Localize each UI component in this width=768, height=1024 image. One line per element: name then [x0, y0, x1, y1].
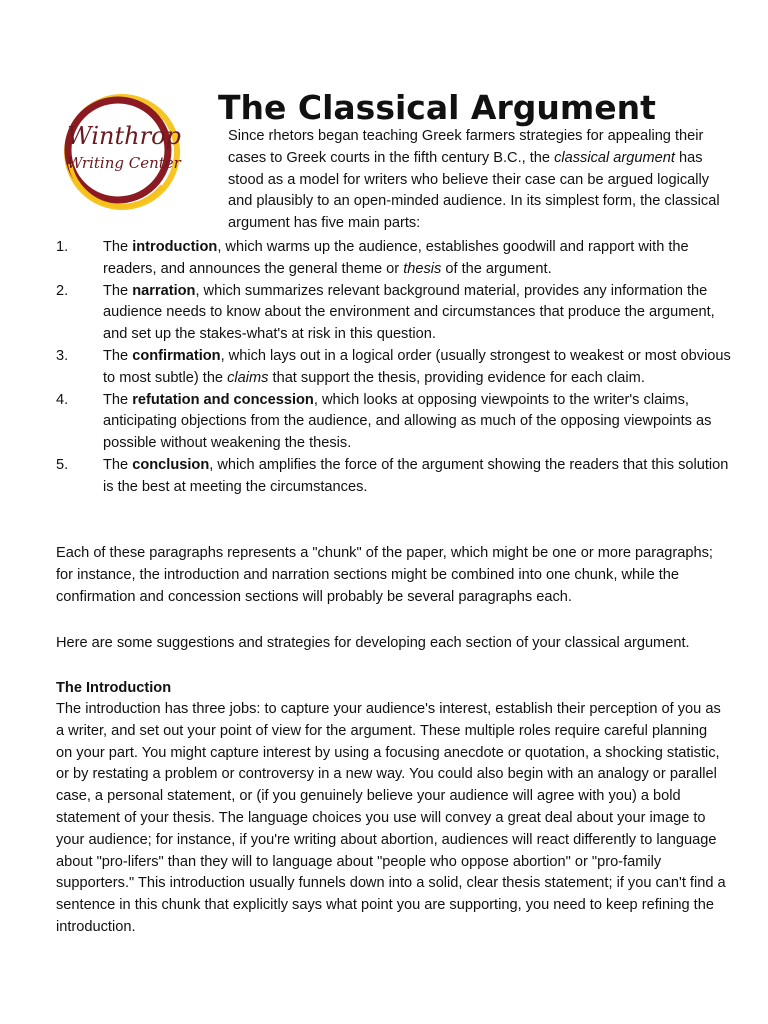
- winthrop-writing-center-logo: [52, 94, 194, 210]
- page-title: The Classical Argument: [218, 88, 656, 127]
- list-item: 5. The conclusion, which amplifies the force of the argument showing the readers that this solution is the best at meeting the circumstances.: [56, 456, 729, 495]
- list-item: 1. The introduction, which warms up the audience, establishes goodwill and rapport with the readers, and announces the general theme or thesis of the argument.: [56, 239, 689, 277]
- introduction-section-body: The introduction has three jobs: to capture your audience's interest, establish their perception of you as a writer, and set out your point of view for the argument. These multiple roles require careful planning on your part. You might capture interest by using a focusing anecdote or quotation, a shocking statistic, or by restating a problem or controversy in a new way. You could also begin with an analogy or parallel case, a personal statement, or (if you genuinely believe your audience will agree with you) a bold statement of your thesis. The language choices you use will convey a great deal about your image to your audience; for instance, if you're writing about abortion, audiences will react differently to language about "pro-lifers" than they will to language about "people who oppose abortion" or "pro-family supporters." This introduction usually funnels down into a solid, clear thesis statement; if you can't find a sentence in this chunk that explicitly says what point you are supporting, you need to keep refining the introduction.: [56, 701, 726, 935]
- section-heading-introduction: The Introduction: [56, 680, 172, 696]
- svg-text:Writing Center: Writing Center: [67, 154, 181, 172]
- intro-paragraph: Since rhetors began teaching Greek farmers strategies for appealing their cases to Greek courts in the fifth century B.C., the classical argument has stood as a model for writers who believe their case can be argued logically and plausibly to an open-minded audience. In its simplest form, the classical argument has five main parts:: [228, 128, 720, 232]
- suggestions-paragraph: Here are some suggestions and strategies for developing each section of your classical argument.: [56, 635, 690, 651]
- svg-text:Winthrop: Winthrop: [67, 122, 181, 150]
- list-item: 2. The narration, which summarizes relevant background material, provides any information the audience needs to know about the environment and circumstances that produce the argument, and set up the stakes-what's at risk in this question.: [56, 282, 715, 343]
- chunk-paragraph: Each of these paragraphs represents a "chunk" of the paper, which might be one or more paragraphs; for instance, the introduction and narration sections might be combined into one chunk, while the confirmation and concession sections will probably be several paragraphs each.: [56, 545, 713, 605]
- five-parts-list: [56, 237, 736, 499]
- list-item: 4. The refutation and concession, which looks at opposing viewpoints to the writer's claims, anticipating objections from the audience, and allowing as much of the opposing viewpoints as possible without weakening the thesis.: [56, 391, 712, 452]
- list-item: 3. The confirmation, which lays out in a logical order (usually strongest to weakest or most obvious to most subtle) the claims that support the thesis, providing evidence for each claim.: [56, 347, 731, 386]
